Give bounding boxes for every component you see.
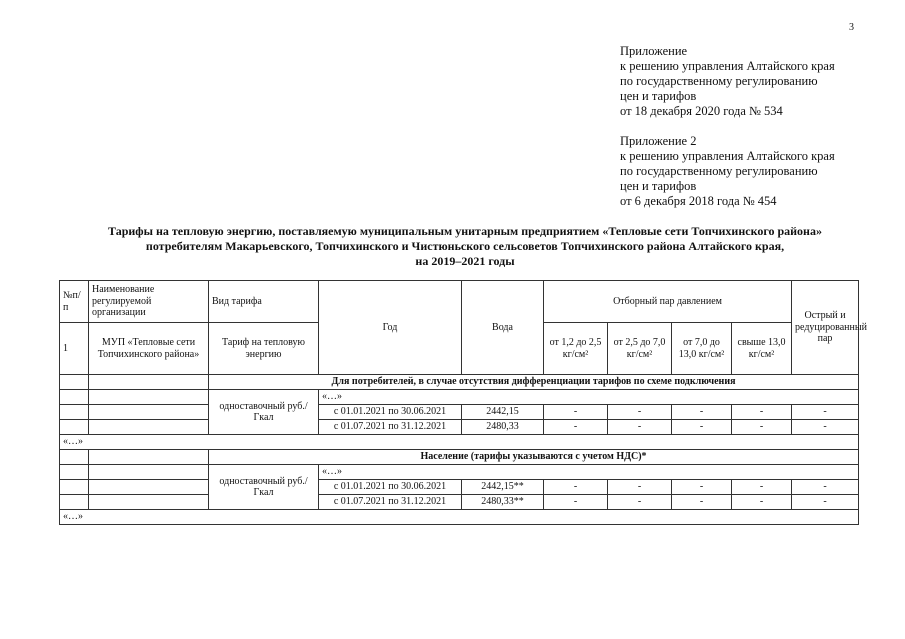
empty-cell	[89, 480, 209, 495]
table-row-steam-4: -	[732, 420, 792, 435]
appendix-1-line: к решению управления Алтайского края	[620, 59, 835, 73]
appendix-2-line: по государственному регулированию	[620, 164, 818, 178]
table-row-water: 2442,15**	[462, 480, 544, 495]
table-row-steam-3: -	[672, 405, 732, 420]
header-water: Вода	[462, 281, 544, 375]
empty-cell	[89, 465, 209, 480]
table-row-sharp: -	[792, 405, 859, 420]
empty-cell	[89, 405, 209, 420]
empty-cell	[89, 450, 209, 465]
section-1-title: Для потребителей, в случае отсутствия дифференциации тарифов по схеме подключения	[209, 375, 859, 390]
header-steam-4: свыше 13,0 кг/см²	[732, 323, 792, 375]
header-steam-group: Отборный пар давлением	[544, 281, 792, 323]
table-row-steam-4: -	[732, 480, 792, 495]
table-row-steam-2: -	[608, 480, 672, 495]
section-2-ellipsis: «…»	[319, 465, 859, 480]
org-row-org: МУП «Тепловые сети Топчихинского района»	[89, 323, 209, 375]
appendix-2-line: цен и тарифов	[620, 179, 697, 193]
empty-cell	[60, 495, 89, 510]
between-ellipsis: «…»	[60, 435, 859, 450]
table-row-steam-2: -	[608, 495, 672, 510]
table-row-period: с 01.01.2021 по 30.06.2021	[319, 480, 462, 495]
table-row-sharp: -	[792, 480, 859, 495]
header-year: Год	[319, 281, 462, 375]
org-row-num: 1	[60, 323, 89, 375]
table-row-sharp: -	[792, 495, 859, 510]
appendix-2-header	[620, 134, 835, 209]
header-steam-2: от 2,5 до 7,0 кг/см²	[608, 323, 672, 375]
table-row-steam-1: -	[544, 405, 608, 420]
end-ellipsis: «…»	[60, 510, 859, 525]
table-row-steam-2: -	[608, 420, 672, 435]
table-row-steam-3: -	[672, 480, 732, 495]
title-line-2: потребителям Макарьевского, Топчихинского и Чистюньского сельсоветов Топчихинского района Алтайского края,	[145, 239, 785, 253]
table-row-period: с 01.01.2021 по 30.06.2021	[319, 405, 462, 420]
org-row-tariff: Тариф на тепловую энергию	[209, 323, 319, 375]
empty-cell	[89, 495, 209, 510]
empty-cell	[89, 375, 209, 390]
document-title	[60, 224, 870, 269]
appendix-1-line: по государственному регулированию	[620, 74, 818, 88]
table-row-water: 2442,15	[462, 405, 544, 420]
table-row-steam-1: -	[544, 420, 608, 435]
empty-cell	[60, 480, 89, 495]
empty-cell	[60, 390, 89, 405]
table-row-period: с 01.07.2021 по 31.12.2021	[319, 420, 462, 435]
appendix-2-line: к решению управления Алтайского края	[620, 149, 835, 163]
empty-cell	[60, 450, 89, 465]
empty-cell	[60, 405, 89, 420]
appendix-1-line: от 18 декабря 2020 года № 534	[620, 104, 783, 118]
appendix-2-line: Приложение 2	[620, 134, 697, 148]
empty-cell	[89, 390, 209, 405]
table-row-steam-1: -	[544, 495, 608, 510]
title-line-3: на 2019–2021 годы	[415, 254, 515, 268]
empty-cell	[89, 420, 209, 435]
table-row-water: 2480,33**	[462, 495, 544, 510]
tariff-table	[59, 280, 867, 525]
header-tariff-type: Вид тарифа	[209, 281, 319, 323]
empty-cell	[60, 420, 89, 435]
header-org-name: Наименование регулируемой организации	[89, 281, 209, 323]
appendix-1-line: Приложение	[620, 44, 688, 58]
table-row-steam-3: -	[672, 495, 732, 510]
section-2-title: Население (тарифы указываются с учетом НДС)*	[209, 450, 859, 465]
table-row-steam-4: -	[732, 405, 792, 420]
title-line-1: Тарифы на тепловую энергию, поставляемую муниципальным унитарным предприятием «Тепловые сети Топчихинского района»	[108, 224, 822, 238]
section-2-tariff-kind: одноставочный руб./Гкал	[209, 465, 319, 510]
section-1-ellipsis: «…»	[319, 390, 859, 405]
page-number: 3	[849, 22, 854, 33]
header-steam-3: от 7,0 до 13,0 кг/см²	[672, 323, 732, 375]
table-row-steam-1: -	[544, 480, 608, 495]
appendix-1-line: цен и тарифов	[620, 89, 697, 103]
header-steam-1: от 1,2 до 2,5 кг/см²	[544, 323, 608, 375]
table-row-steam-2: -	[608, 405, 672, 420]
table-row-steam-4: -	[732, 495, 792, 510]
table-row-period: с 01.07.2021 по 31.12.2021	[319, 495, 462, 510]
section-1-tariff-kind: одноставочный руб./Гкал	[209, 390, 319, 435]
table-row-water: 2480,33	[462, 420, 544, 435]
header-num: №п/п	[60, 281, 89, 323]
header-sharp-steam: Острый и редуцированный пар	[792, 281, 859, 375]
empty-cell	[60, 465, 89, 480]
appendix-2-line: от 6 декабря 2018 года № 454	[620, 194, 777, 208]
empty-cell	[60, 375, 89, 390]
table-row-steam-3: -	[672, 420, 732, 435]
appendix-1-header	[620, 44, 835, 119]
table-row-sharp: -	[792, 420, 859, 435]
